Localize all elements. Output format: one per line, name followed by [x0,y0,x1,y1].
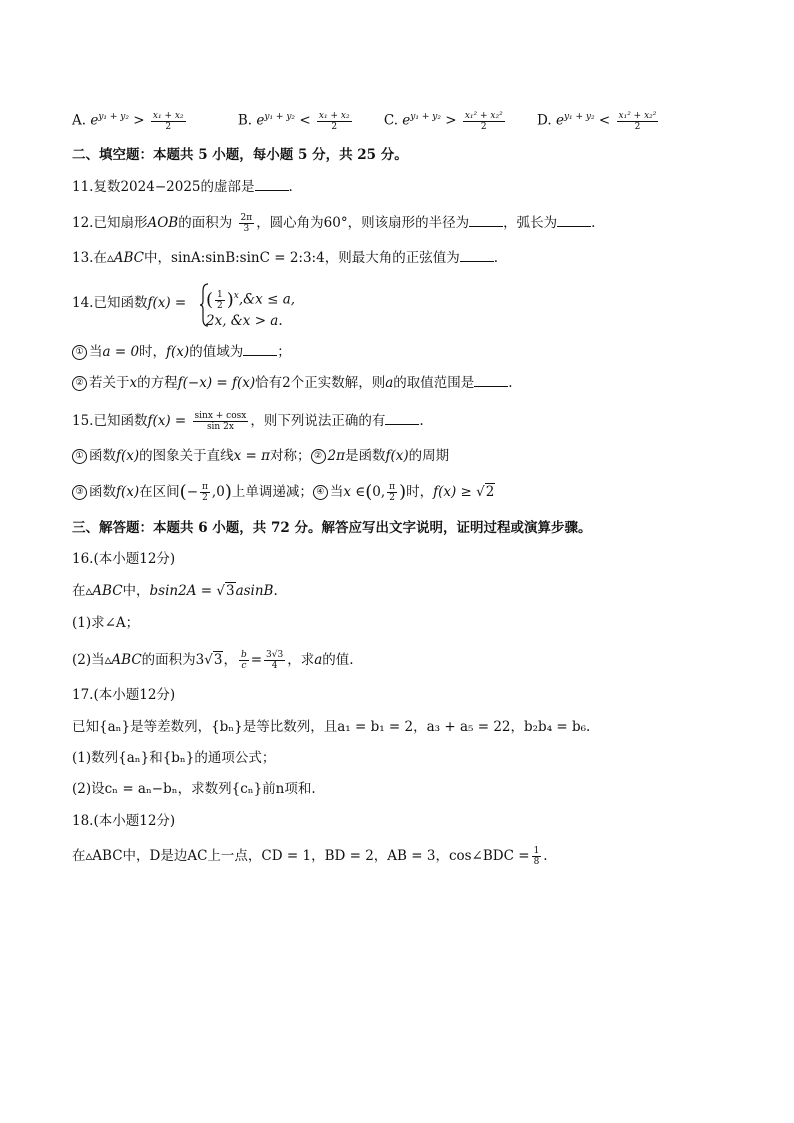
section-3-title: 三、解答题：本题共 6 小题，共 72 分。解答应写出文字说明，证明过程或演算步骤。 [72,520,592,536]
answer-blank [557,214,591,227]
answer-blank [469,214,503,227]
answer-blank [385,412,419,425]
case-2: 2x, &x > a. [206,312,283,329]
question-11: 11.复数2024−2025的虚部是 . [72,179,293,195]
answer-blank [474,374,508,387]
question-15: 15.已知函数f(x) = $\frac{\sin x + \cos x}{\sin 2x}$ ，则下列说法正确的有 . [72,411,424,432]
question-16-part-2: (2)当▵ABC的面积为3√3， $\frac{b}{c}$ = $\frac{3√3}{4}$ ，求a的值. [72,650,354,671]
answer-blank [460,249,494,262]
question-14: 14.已知函数f(x) = [72,295,187,311]
option-a: A. $e^{y_1 + y_2}$ > $\frac{\text{x₁ + x₂}}{2}$ [72,110,184,132]
question-15-statements-3-4: ③ 函数f(x)在区间(− $\frac{\pi}{2}$ ,0)上单调递减； ④ 当x ∈(0, $\frac{\pi}{2}$ )时，f(x) ≥ √2 [72,482,495,503]
answer-blank [243,343,277,356]
options-row [72,108,686,132]
option-d: D. $e^{y_1 + y_2}$ < $\frac{\text{x₁² + x₂²}}{2}$ [537,110,657,132]
question-13: 13.在▵ABC中，sinA:sinB:sinC = 2:3:4，则最大角的正弦值为 . [72,250,498,266]
question-18-header: 18.(本小题12分) [72,813,176,829]
section-2-title: 二、填空题：本题共 5 小题，每小题 5 分，共 25 分。 [72,147,408,163]
question-17-statement: 已知{aₙ}是等差数列，{bₙ}是等比数列，且a₁ = b₁ = 2，a₃ + a₅ = 22，b₂b₄ = b₆. [72,719,591,735]
question-16-statement: 在▵ABC中，bsin2A = √3asinB. [72,583,278,599]
question-14-part-2: ② 若关于x的方程f(−x) = f(x)恰有2个正实数解，则a的取值范围是 . [72,374,513,392]
question-15-statements-1-2: ① 函数f(x)的图象关于直线x = π对称； ② 2π是函数f(x)的周期 [72,447,449,465]
answer-blank [255,178,289,191]
question-12: 12.已知扇形AOB的面积为 $\frac{2\pi}{3}$ ，圆心角为60°，则该扇形的半径为 ，弧长为 . [72,213,596,234]
question-17-header: 17.(本小题12分) [72,687,176,703]
question-17-part-2: (2)设cₙ = aₙ−bₙ，求数列{cₙ}前n项和. [72,781,316,797]
question-16-header: 16.(本小题12分) [72,551,176,567]
question-16-part-1: (1)求∠A； [72,615,140,631]
question-14-part-1: ① 当a = 0时，f(x)的值域为 ； [72,343,291,361]
option-b: B. $e^{y_1 + y_2}$ < $\frac{\text{x₁ + x₂}}{2}$ [237,110,350,132]
case-1: ( $\frac{1}{2}$ )$^x$,&x ≤ a, [206,289,296,311]
question-17-part-1: (1)数列{aₙ}和{bₙ}的通项公式； [72,750,276,766]
option-c: C. $e^{y_1 + y_2}$ > $\frac{\text{x₁² + x₂²}}{2}$ [383,110,503,132]
question-18-statement: 在▵ABC中，D是边AC上一点，CD = 1，BD = 2，AB = 3，cos∠BDC = $\frac{1}{8}$ . [72,846,548,867]
piecewise-cases [206,286,295,332]
